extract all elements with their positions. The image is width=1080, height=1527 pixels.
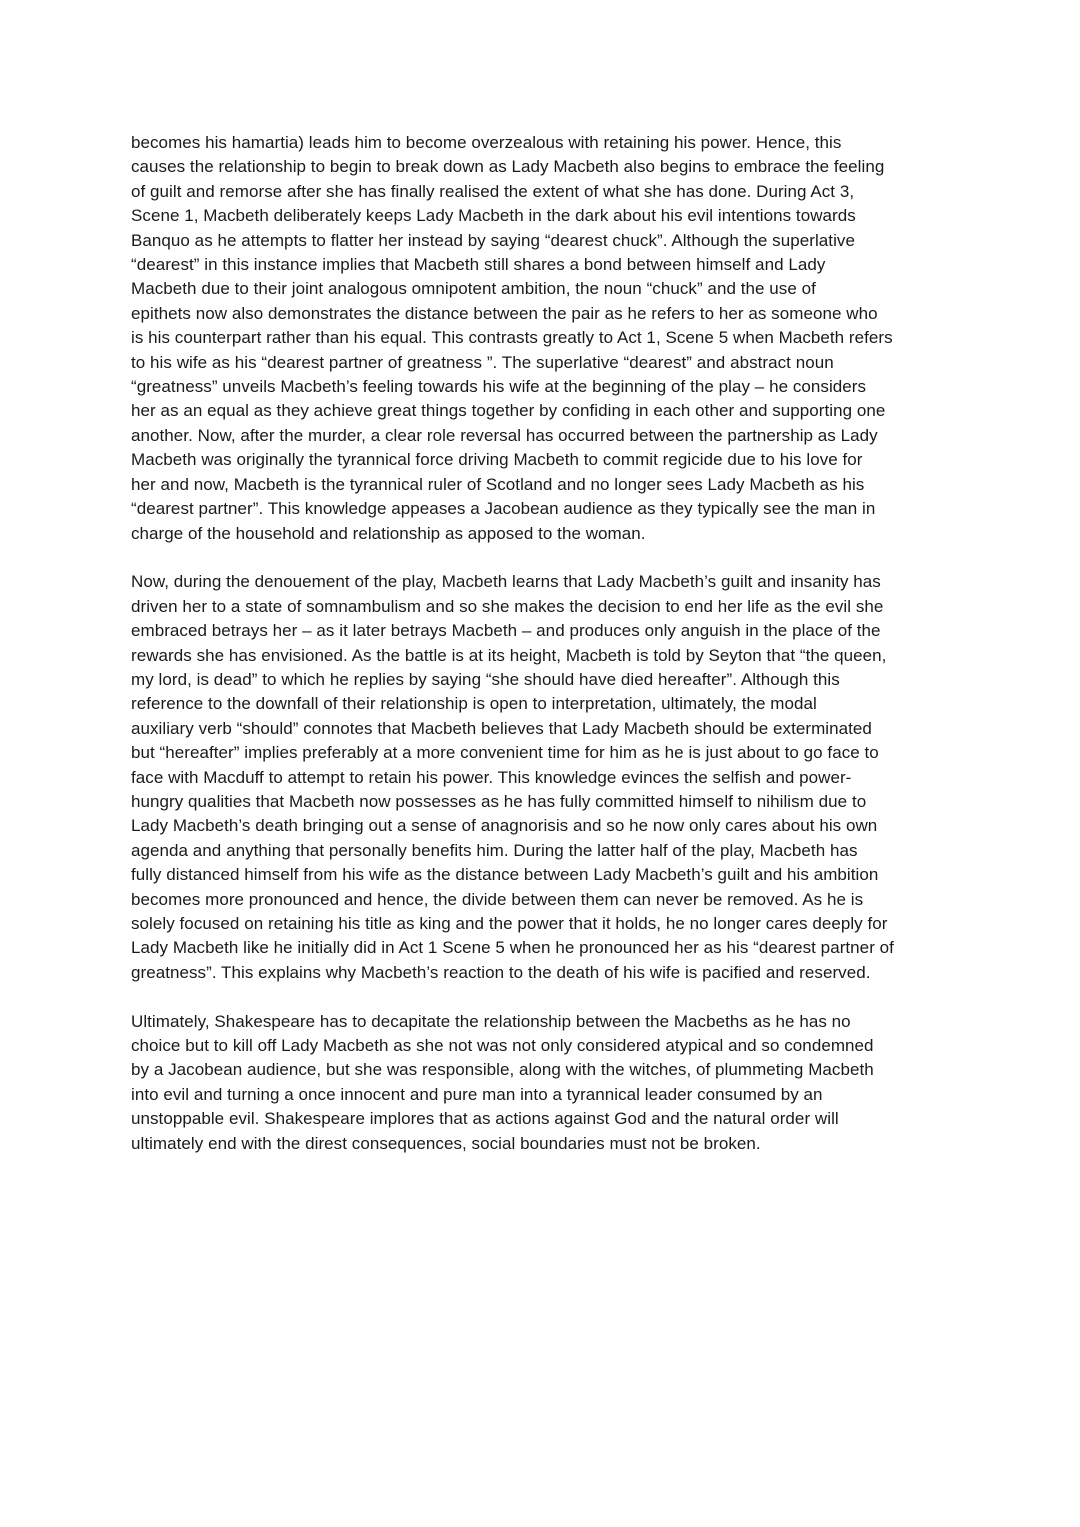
paragraph-role-reversal: becomes his hamartia) leads him to become overzealous with retaining his power. Hence, this causes the relationship to begin to break down as Lady Macbeth also begins to embrace the feeling of guilt and remorse after she has finally realised the extent of what she has done. During Act 3, Scene 1, Macbeth deliberately keeps Lady Macbeth in the dark about his evil intentions towards Banquo as he attempts to flatter her instead by saying “dearest chuck”. Although the superlative “dearest” in this instance implies that Macbeth still shares a bond between himself and Lady Macbeth due to their joint analogous omnipotent ambition, the noun “chuck” and the use of epithets now also demonstrates the distance between the pair as he refers to her as someone who is his counterpart rather than his equal. This contrasts greatly to Act 1, Scene 5 when Macbeth refers to his wife as his “dearest partner of greatness ”. The superlative “dearest” and abstract noun “greatness” unveils Macbeth’s feeling towards his wife at the beginning of the play – he considers her as an equal as they achieve great things together by confiding in each other and supporting one another. Now, after the murder, a clear role reversal has occurred between the partnership as Lady Macbeth was originally the tyrannical force driving Macbeth to commit regicide due to his love for her and now, Macbeth is the tyrannical ruler of Scotland and no longer sees Lady Macbeth as his “dearest partner”. This knowledge appeases a Jacobean audience as they typically see the man in charge of the household and relationship as apposed to the woman.: [131, 133, 893, 543]
paragraph-conclusion: Ultimately, Shakespeare has to decapitate the relationship between the Macbeths as he has no choice but to kill off Lady Macbeth as she not was not only considered atypical and so condemned by a Jacobean audience, but she was responsible, along with the witches, of plummeting Macbeth into evil and turning a once innocent and pure man into a tyrannical leader consumed by an unstoppable evil. Shakespeare implores that as actions against God and the natural order will ultimately end with the direst consequences, social boundaries must not be broken.: [131, 1011, 874, 1153]
essay-body: [131, 131, 953, 1180]
paragraph-denouement: Now, during the denouement of the play, Macbeth learns that Lady Macbeth’s guilt and insanity has driven her to a state of somnambulism and so she makes the decision to end her life as the evil she embraced betrays her – as it later betrays Macbeth – and produces only anguish in the place of the rewards she has envisioned. As the battle is at its height, Macbeth is told by Seyton that “the queen, my lord, is dead” to which he replies by saying “she should have died hereafter”. Although this reference to the downfall of their relationship is open to interpretation, ultimately, the modal auxiliary verb “should” connotes that Macbeth believes that Lady Macbeth should be exterminated but “hereafter” implies preferably at a more convenient time for him as he is just about to go face to face with Macduff to attempt to retain his power. This knowledge evinces the selfish and power- hungry qualities that Macbeth now possesses as he has fully committed himself to nihilism due to Lady Macbeth’s death bringing out a sense of anagnorisis and so he now only cares about his own agenda and anything that personally benefits him. During the latter half of the play, Macbeth has fully distanced himself from his wife as the distance between Lady Macbeth’s guilt and his ambition becomes more pronounced and hence, the divide between them can never be removed. As he is solely focused on retaining his title as king and the power that it holds, he no longer cares deeply for Lady Macbeth like he initially did in Act 1 Scene 5 when he pronounced her as his “dearest partner of greatness”. This explains why Macbeth’s reaction to the death of his wife is pacified and reserved.: [131, 572, 894, 982]
